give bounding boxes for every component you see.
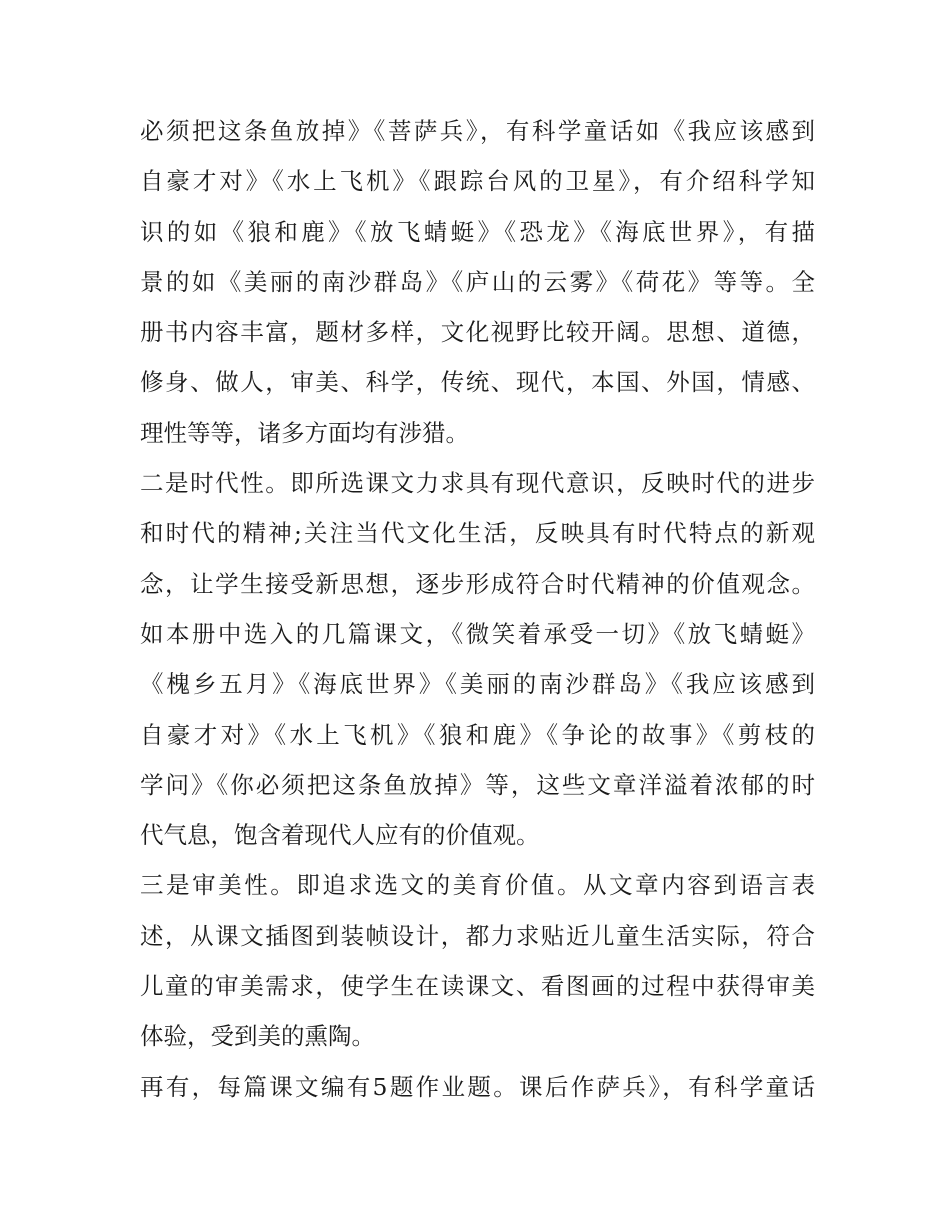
body-text xyxy=(140,106,815,1112)
text-line: 理性等等，诸多方面均有涉猎。 xyxy=(140,418,469,447)
text-line: 述，从课文插图到装帧设计，都力求贴近儿童生活实际，符合 xyxy=(140,921,815,950)
text-line: 景的如《美丽的南沙群岛》《庐山的云雾》《荷花》等等。全 xyxy=(140,267,815,296)
text-line: 儿童的审美需求，使学生在读课文、看图画的过程中获得审美 xyxy=(140,972,815,1001)
text-line: 册书内容丰富，题材多样，文化视野比较开阔。思想、道德， xyxy=(140,318,815,347)
text-line: 念，让学生接受新思想，逐步形成符合时代精神的价值观念。 xyxy=(140,569,815,598)
text-line: 识的如《狼和鹿》《放飞蜻蜓》《恐龙》《海底世界》，有描 xyxy=(140,217,815,246)
text-line: 自豪才对》《水上飞机》《狼和鹿》《争论的故事》《剪枝的 xyxy=(140,720,815,749)
text-line: 二是时代性。即所选课文力求具有现代意识，反映时代的进步 xyxy=(140,469,815,498)
text-line: 和时代的精神;关注当代文化生活，反映具有时代特点的新观 xyxy=(140,519,815,548)
text-line: 《槐乡五月》《海底世界》《美丽的南沙群岛》《我应该感到 xyxy=(140,670,815,699)
text-line: 体验，受到美的熏陶。 xyxy=(140,1022,375,1051)
text-line: 自豪才对》《水上飞机》《跟踪台风的卫星》，有介绍科学知 xyxy=(140,167,815,196)
text-line: 学问》《你必须把这条鱼放掉》等，这些文章洋溢着浓郁的时 xyxy=(140,770,815,799)
text-line: 再有，每篇课文编有5题作业题。课后作萨兵》，有科学童话 xyxy=(140,1072,815,1101)
text-line: 代气息，饱含着现代人应有的价值观。 xyxy=(140,821,540,850)
text-line: 必须把这条鱼放掉》《菩萨兵》，有科学童话如《我应该感到 xyxy=(140,117,815,145)
text-line: 三是审美性。即追求选文的美育价值。从文章内容到语言表 xyxy=(140,871,815,900)
text-line: 修身、做人，审美、科学，传统、现代，本国、外国，情感、 xyxy=(140,368,815,397)
text-line: 如本册中选入的几篇课文，《微笑着承受一切》《放飞蜻蜓》 xyxy=(140,619,815,648)
